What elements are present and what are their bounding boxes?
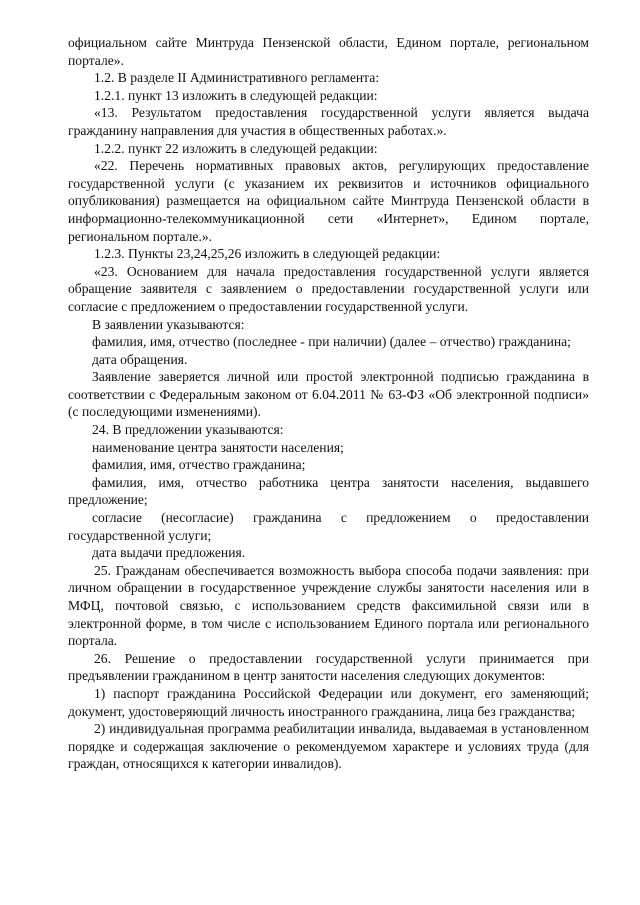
paragraph-13: наименование центра занятости населения; [92,439,344,455]
paragraph-1: 1.2. В разделе II Административного регламента: [94,70,380,86]
paragraph-8: В заявлении указываются: [92,316,245,332]
paragraph-6: 1.2.3. Пункты 23,24,25,26 изложить в следующей редакции: [94,246,441,262]
paragraph-14: фамилия, имя, отчество гражданина; [92,457,306,473]
paragraph-19: 26. Решение о предоставлении государственной услуги принимается при предъявлении гражданином в центр занятости населения следующих документов: [68,650,589,684]
document-page [68,34,589,773]
paragraph-16: согласие (несогласие) гражданина с предложением о предоставлении государственной услуги; [68,510,589,543]
paragraph-17: дата выдачи предложения. [92,545,246,561]
paragraph-2: 1.2.1. пункт 13 изложить в следующей редакции: [94,87,378,103]
paragraph-7: «23. Основанием для начала предоставления государственной услуги является обращение заявителя с заявлением о предоставлении государственной услуги или согласие с предложением о предоставлении государственной услуги. [68,263,589,314]
paragraph-9: фамилия, имя, отчество (последнее - при наличии) (далее – отчество) гражданина; [92,334,571,350]
paragraph-15: фамилия, имя, отчество работника центра занятости населения, выдавшего предложение; [68,474,589,508]
paragraph-20: 1) паспорт гражданина Российской Федерации или документ, его заменяющий; документ, удостоверяющий личность иностранного гражданина, лица без гражданства; [68,685,589,719]
paragraph-0: официальном сайте Минтруда Пензенской области, Едином портале, региональном портале». [68,35,589,68]
paragraph-4: 1.2.2. пункт 22 изложить в следующей редакции: [94,140,378,156]
paragraph-11: Заявление заверяется личной или простой электронной подписью гражданина в соответствии с Федеральным законом от 6.04.2011 № 63-ФЗ «Об электронной подписи» (с последующими изменениями). [68,369,589,420]
paragraph-3: «13. Результатом предоставления государственной услуги является выдача гражданину направления для участия в общественных работах.». [68,105,589,138]
paragraph-18: 25. Гражданам обеспечивается возможность выбора способа подачи заявления: при личном обращении в государственное учреждение службы занятости населения или в МФЦ, почтовой связью, с использованием средств факсимильной связи или в электронной форме, в том числе с использованием Единого портала или регионального портала. [68,562,589,649]
paragraph-21: 2) индивидуальная программа реабилитации инвалида, выдаваемая в установленном порядке и содержащая заключение о рекомендуемом характере и условиях труда (для граждан, относящихся к категории инвалидов). [68,721,589,772]
paragraph-10: дата обращения. [92,351,188,367]
paragraph-5: «22. Перечень нормативных правовых актов, регулирующих предоставление государственной услуги (с указанием их реквизитов и источников официального опубликования) размещается на официальном сайте Минтруда Пензенской области в информационно-телекоммуникационной сети «Интернет», Едином портале, региональном портале.». [68,158,589,244]
paragraph-12: 24. В предложении указываются: [92,422,284,438]
